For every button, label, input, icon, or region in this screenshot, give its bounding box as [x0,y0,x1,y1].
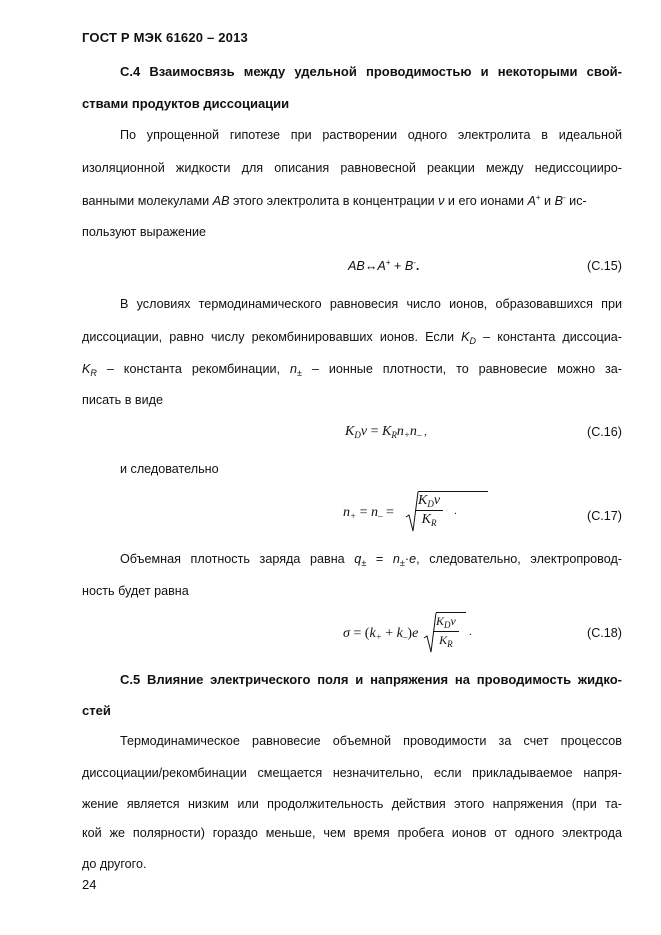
equation-number-c15: (С.15) [587,259,622,273]
section-c5-title-line1: С.5 Влияние электрического поля и напряжения на проводимость жидко- [120,672,622,687]
equation-number-c18: (С.18) [587,626,622,640]
para1-line2: изоляционной жидкости для описания равновесной реакции между недиссоцииро- [82,161,622,175]
fraction-kd-nu-over-kr: $K_D\nu$ $K_R$ [433,614,459,649]
equation-number-c17: (С.17) [587,509,622,523]
equation-c15: AB↔A+ + B-. [348,258,420,273]
para2-line4: писать в виде [82,393,163,407]
para3-line1: Объемная плотность заряда равна $q_\pm = n_\pm\cdot e$, следовательно, электропровод- [120,552,622,568]
para1-line1: По упрощенной гипотезе при растворении одного электролита в идеальной [120,128,622,142]
para3-line2: ность будет равна [82,584,189,598]
para2-line2: диссоциации, равно числу рекомбинировавших ионов. Если $K_D$ – константа диссоциа- [82,330,622,346]
document-header: ГОСТ Р МЭК 61620 – 2013 [82,30,248,45]
para2-line1: В условиях термодинамического равновесия число ионов, образовавшихся при [120,297,622,311]
section-c5-title-line2: стей [82,703,111,718]
page-number: 24 [82,877,97,892]
para4-line2: диссоциации/рекомбинации смещается незначительно, если прикладываемое напря- [82,766,622,780]
para2-line3: $K_R$ – константа рекомбинации, $n_\pm$ – ионные плотности, то равновесие можно за- [82,362,622,378]
section-c4-title-line1: С.4 Взаимосвязь между удельной проводимостью и некоторыми свой- [120,64,622,79]
section-c4-title-line2: ствами продуктов диссоциации [82,96,290,111]
and-therefore-text: и следовательно [120,462,219,476]
para4-line3: жение является низким или продолжительность действия этого напряжения (при та- [82,797,622,811]
para1-line3: ванными молекулами AB этого электролита в концентрации ν и его ионами A+ и B- ис- [82,193,587,208]
para4-line1: Термодинамическое равновесие объемной проводимости за счет процессов [120,734,622,748]
para4-line5: до другого. [82,857,147,871]
equation-c16: $K_D\nu = K_Rn_+n_-$ , [345,424,427,440]
para4-line4: кой же полярности) гораздо меньше, чем время пробега ионов от одного электрода [82,826,622,840]
equation-number-c16: (С.16) [587,425,622,439]
para1-line4: пользуют выражение [82,225,206,239]
fraction-kd-nu-over-kr: $K_D\nu$ $K_R$ [415,493,443,528]
